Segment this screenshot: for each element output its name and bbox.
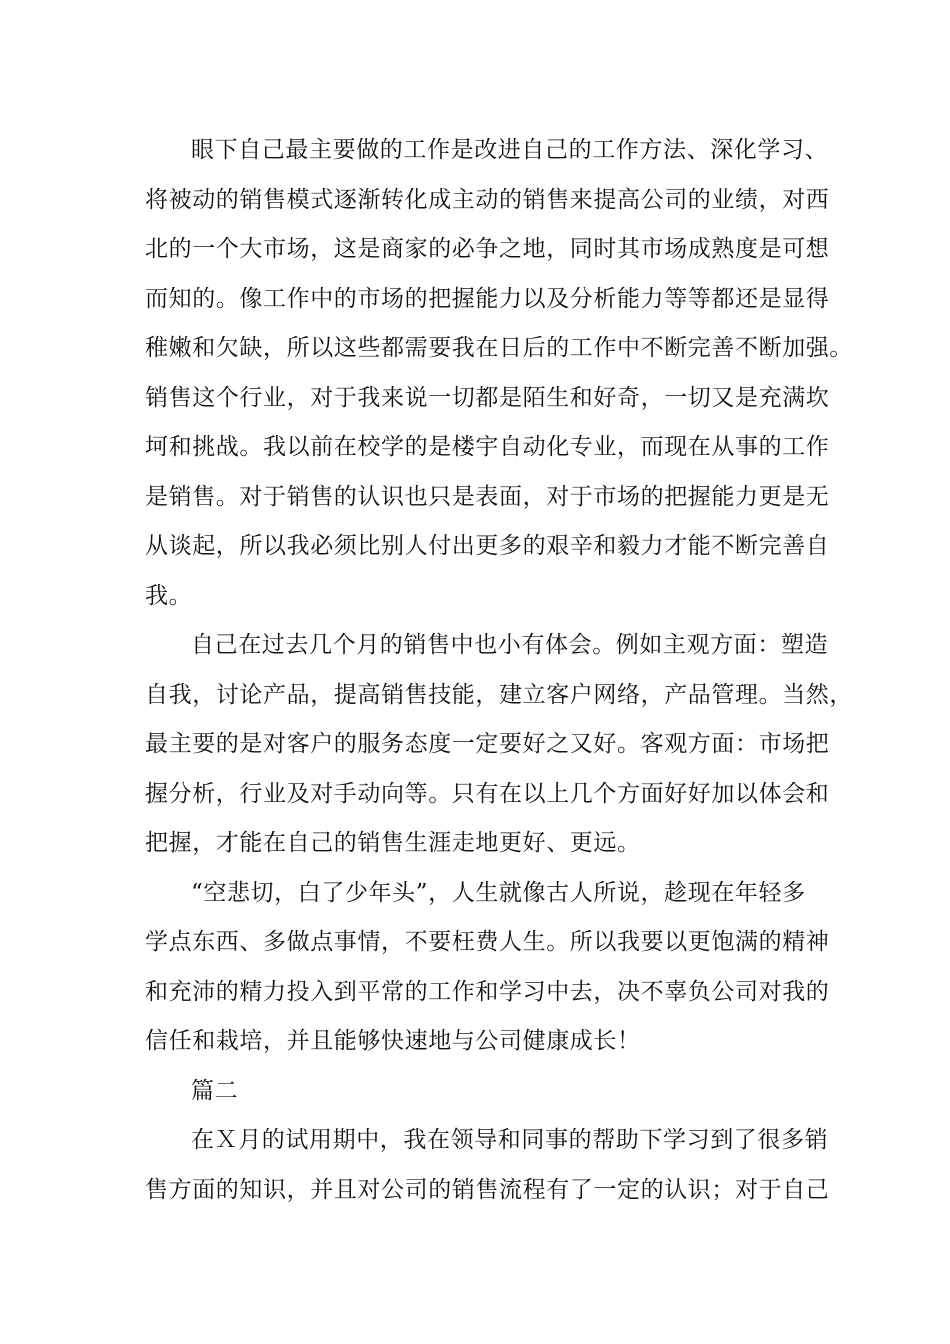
- text-line: “空悲切，白了少年头”，人生就像古人所说，趁现在年轻多: [191, 879, 806, 906]
- text-line: 将被动的销售模式逐渐转化成主动的销售来提高公司的业绩，对西: [145, 186, 830, 213]
- text-line: 自我，讨论产品，提高销售技能，建立客户网络，产品管理。当然，: [145, 681, 853, 708]
- text-line: 信任和栽培，并且能够快速地与公司健康成长！: [145, 1028, 641, 1054]
- text-line: 握分析，行业及对手动向等。只有在以上几个方面好好加以体会和: [145, 780, 830, 807]
- text-line: 售方面的知识，并且对公司的销售流程有了一定的认识；对于自己: [145, 1176, 830, 1203]
- text-line: 销售这个行业，对于我来说一切都是陌生和好奇，一切又是充满坎: [145, 384, 830, 411]
- text-line: 北的一个大市场，这是商家的必争之地，同时其市场成熟度是可想: [145, 236, 830, 262]
- text-line: 在Ｘ月的试用期中，我在领导和同事的帮助下学习到了很多销: [191, 1127, 829, 1153]
- text-line: 坷和挑战。我以前在校学的是楼宇自动化专业，而现在从事的工作: [145, 434, 830, 460]
- text-line: 自己在过去几个月的销售中也小有体会。例如主观方面：塑造: [191, 632, 829, 658]
- text-line: 稚嫩和欠缺，所以这些都需要我在日后的工作中不断完善不断加强。: [145, 335, 853, 361]
- text-line: 从谈起，所以我必须比别人付出更多的艰辛和毅力才能不断完善自: [145, 533, 830, 559]
- text-line: 眼下自己最主要做的工作是改进自己的工作方法、深化学习、: [191, 137, 829, 163]
- document-body: [145, 126, 853, 1215]
- text-line: 最主要的是对客户的服务态度一定要好之又好。客观方面：市场把: [145, 731, 830, 757]
- section-heading: 篇二: [191, 1077, 239, 1104]
- text-line: 把握，才能在自己的销售生涯走地更好、更远。: [145, 830, 641, 856]
- text-line: 学点东西、多做点事情，不要枉费人生。所以我要以更饱满的精神: [145, 929, 830, 955]
- text-line: 和充沛的精力投入到平常的工作和学习中去，决不辜负公司对我的: [145, 978, 830, 1005]
- text-line: 我。: [145, 582, 193, 609]
- text-line: 而知的。像工作中的市场的把握能力以及分析能力等等都还是显得: [145, 285, 830, 312]
- text-line: 是销售。对于销售的认识也只是表面，对于市场的把握能力更是无: [145, 483, 830, 510]
